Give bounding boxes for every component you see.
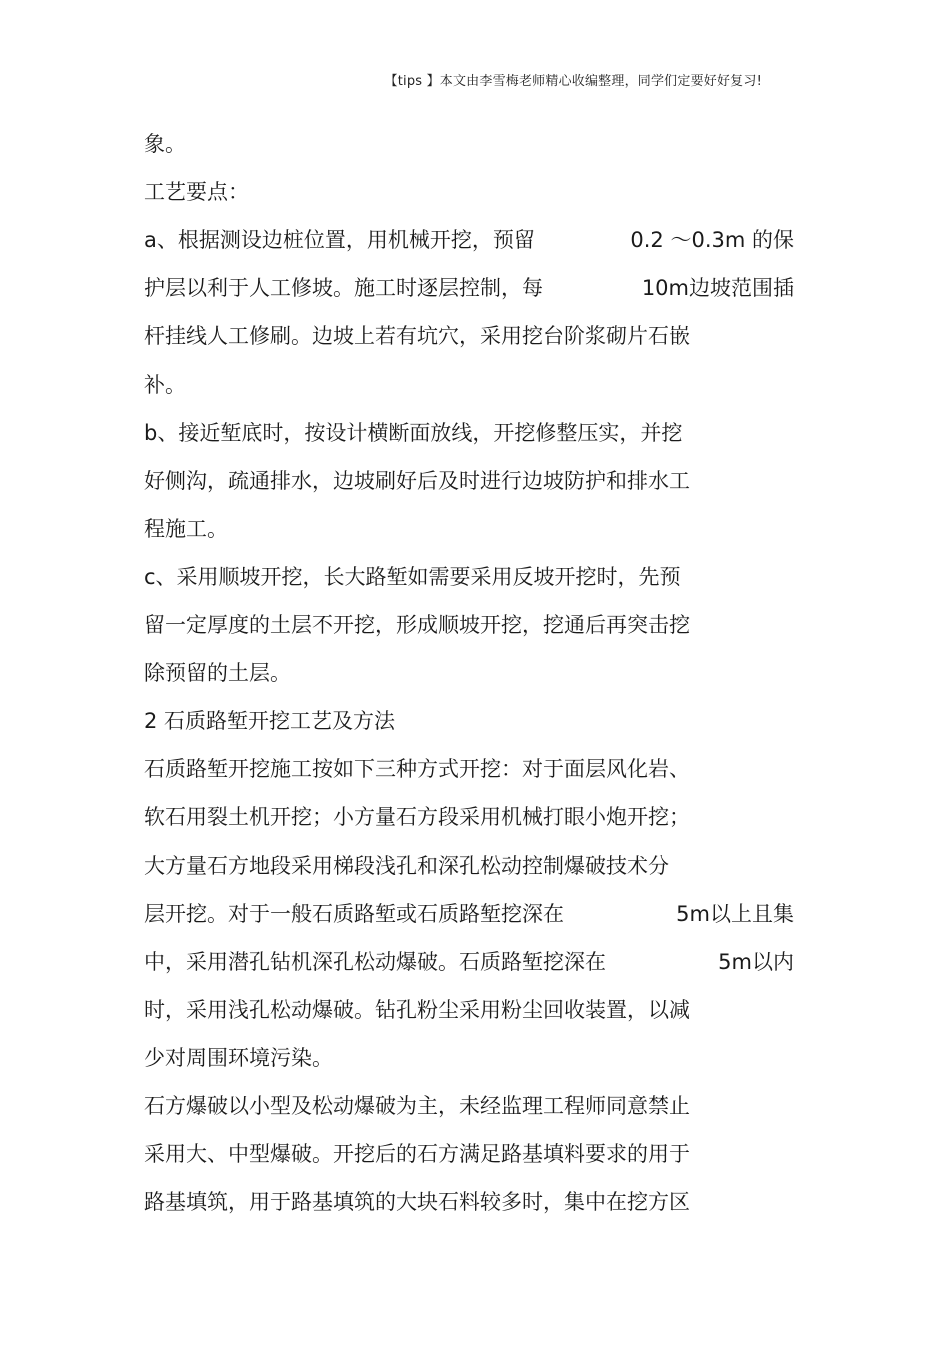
text-line: 好侧沟，疏通排水，边坡刷好后及时进行边坡防护和排水工	[144, 469, 690, 493]
text-line: 补。	[144, 373, 186, 397]
text-line: c、采用顺坡开挖，长大路堑如需要采用反坡开挖时，先预	[144, 565, 681, 589]
text-line: 软石用裂土机开挖；小方量石方段采用机械打眼小炮开挖；	[144, 805, 690, 829]
text-line: 除预留的土层。	[144, 661, 291, 685]
text-line: 象。	[144, 132, 186, 156]
text-line: 石方爆破以小型及松动爆破为主，未经监理工程师同意禁止	[144, 1094, 690, 1118]
text-line: 2 石质路堑开挖工艺及方法	[144, 709, 396, 733]
text-line	[144, 226, 794, 254]
text-line-left: 中，采用潜孔钻机深孔松动爆破。石质路堑挖深在	[144, 950, 606, 974]
text-line	[144, 948, 794, 976]
text-line: 路基填筑，用于路基填筑的大块石料较多时，集中在挖方区	[144, 1190, 690, 1214]
text-line: 程施工。	[144, 517, 228, 541]
text-line	[144, 274, 794, 302]
text-line: 工艺要点：	[144, 180, 249, 204]
text-line-right: 5m以上且集	[676, 902, 794, 926]
page-header-tips: 【tips 】本文由李雪梅老师精心收编整理，同学们定要好好复习!	[384, 74, 762, 89]
text-line: 大方量石方地段采用梯段浅孔和深孔松动控制爆破技术分	[144, 854, 669, 878]
text-line-left: 层开挖。对于一般石质路堑或石质路堑挖深在	[144, 902, 564, 926]
text-line: 时，采用浅孔松动爆破。钻孔粉尘采用粉尘回收装置，以减	[144, 998, 690, 1022]
text-line: 石质路堑开挖施工按如下三种方式开挖：对于面层风化岩、	[144, 757, 690, 781]
text-line: 杆挂线人工修刷。边坡上若有坑穴，采用挖台阶浆砌片石嵌	[144, 324, 690, 348]
text-line-right: 5m以内	[718, 950, 794, 974]
text-line-right: 10m边坡范围插	[641, 276, 794, 300]
text-line	[144, 900, 794, 928]
text-line-right: 0.2 ～0.3m 的保	[630, 228, 794, 252]
text-line-left: a、根据测设边桩位置，用机械开挖，预留	[144, 228, 535, 252]
text-line-left: 护层以利于人工修坡。施工时逐层控制，每	[144, 276, 543, 300]
text-line: b、接近堑底时，按设计横断面放线，开挖修整压实，并挖	[144, 421, 683, 445]
text-line: 少对周围环境污染。	[144, 1046, 333, 1070]
text-line: 留一定厚度的土层不开挖，形成顺坡开挖，挖通后再突击挖	[144, 613, 690, 637]
text-line: 采用大、中型爆破。开挖后的石方满足路基填料要求的用于	[144, 1142, 690, 1166]
